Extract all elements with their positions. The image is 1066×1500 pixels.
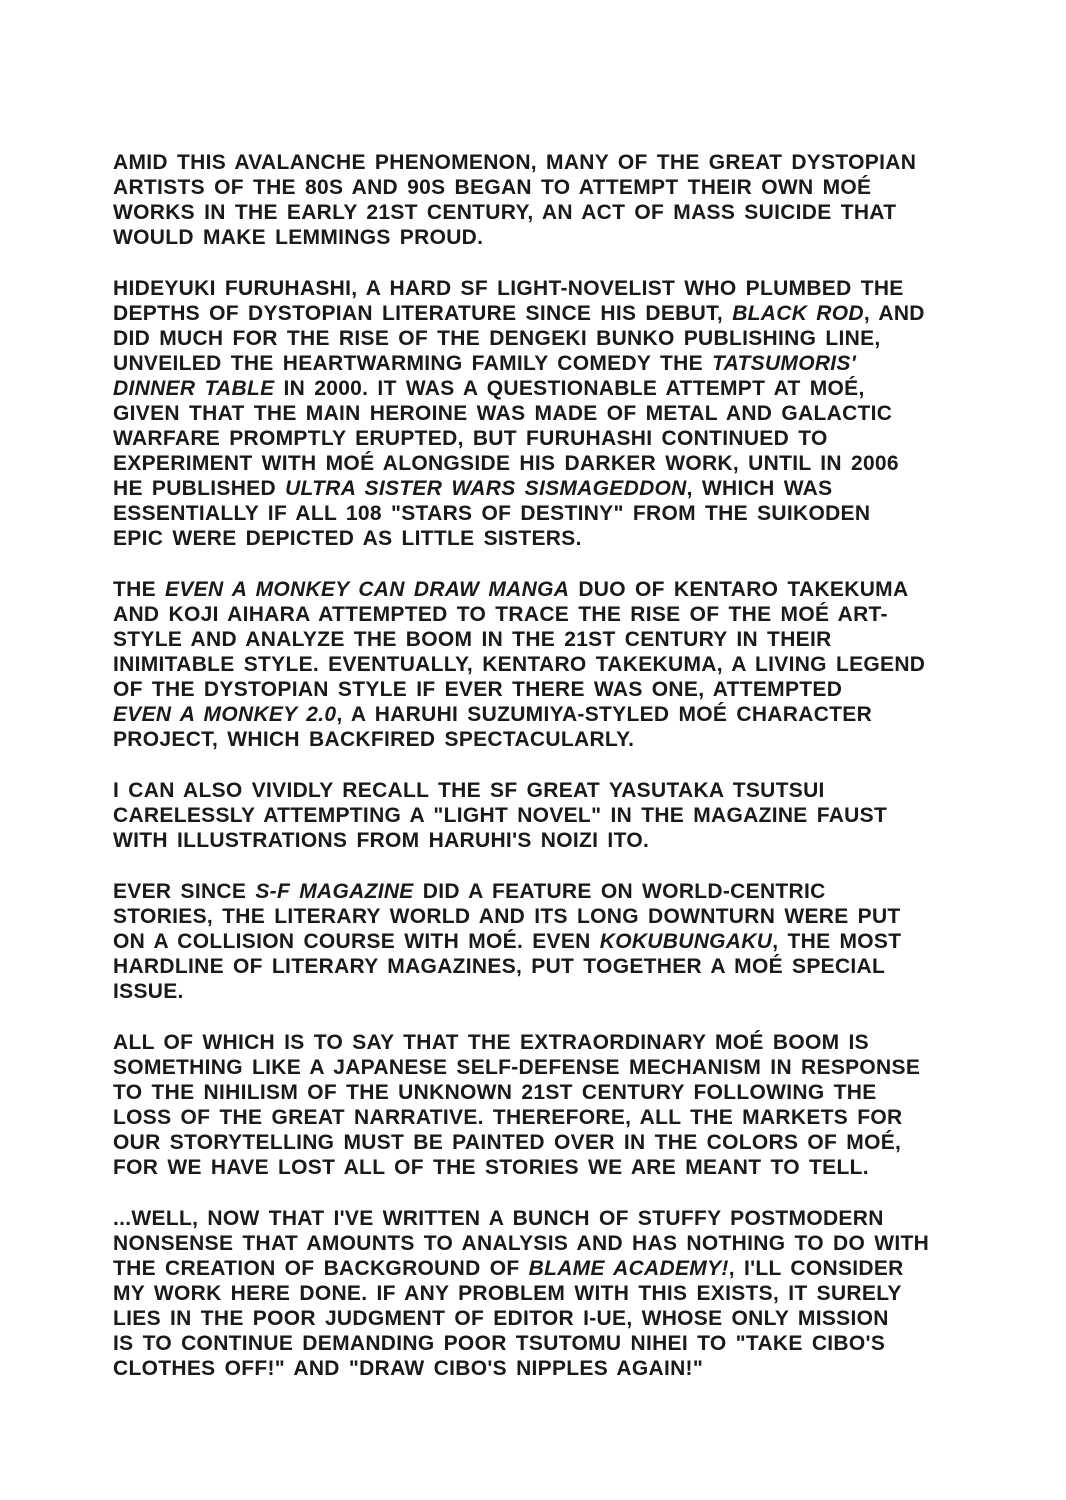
italic-title-text: DINNER TABLE	[113, 377, 275, 400]
text-line	[113, 1256, 958, 1281]
body-text: WORKS IN THE EARLY 21ST CENTURY, AN ACT OF MASS SUICIDE THAT	[113, 201, 897, 224]
body-text: GIVEN THAT THE MAIN HEROINE WAS MADE OF METAL AND GALACTIC	[113, 402, 893, 425]
italic-title-text: BLAME ACADEMY!	[528, 1257, 729, 1280]
italic-title-text: KOKUBUNGAKU	[599, 930, 773, 953]
body-text: AND KOJI AIHARA ATTEMPTED TO TRACE THE RISE OF THE MOÉ ART-	[113, 603, 888, 626]
body-text: HIDEYUKI FURUHASHI, A HARD SF LIGHT-NOVELIST WHO PLUMBED THE	[113, 277, 904, 300]
italic-title-text: ULTRA SISTER WARS SISMAGEDDON	[285, 477, 687, 500]
text-line	[113, 150, 958, 175]
body-text: , AND	[863, 302, 925, 325]
body-text: OF THE DYSTOPIAN STYLE IF EVER THERE WAS ONE, ATTEMPTED	[113, 678, 843, 701]
text-line	[113, 803, 958, 828]
paragraph	[113, 276, 958, 551]
text-line	[113, 577, 958, 602]
text-line	[113, 778, 958, 803]
text-line	[113, 652, 958, 677]
text-line	[113, 476, 958, 501]
italic-title-text: EVEN A MONKEY CAN DRAW MANGA	[165, 578, 570, 601]
paragraph	[113, 1206, 958, 1381]
paragraph	[113, 577, 958, 752]
text-line	[113, 904, 958, 929]
body-text: STORIES, THE LITERARY WORLD AND ITS LONG DOWNTURN WERE PUT	[113, 905, 901, 928]
body-text: PROJECT, WHICH BACKFIRED SPECTACULARLY.	[113, 728, 635, 751]
text-line	[113, 627, 958, 652]
text-line	[113, 1231, 958, 1256]
text-line	[113, 702, 958, 727]
body-text: , THE MOST	[772, 930, 902, 953]
body-text: LOSS OF THE GREAT NARRATIVE. THEREFORE, ALL THE MARKETS FOR	[113, 1106, 903, 1129]
text-line	[113, 326, 958, 351]
text-line	[113, 1206, 958, 1231]
text-line	[113, 727, 958, 752]
body-text: WOULD MAKE LEMMINGS PROUD.	[113, 226, 484, 249]
body-text: I CAN ALSO VIVIDLY RECALL THE SF GREAT YASUTAKA TSUTSUI	[113, 779, 825, 802]
paragraph	[113, 150, 958, 250]
text-line	[113, 1356, 958, 1381]
text-line	[113, 879, 958, 904]
text-line	[113, 225, 958, 250]
text-line	[113, 929, 958, 954]
body-text: MY WORK HERE DONE. IF ANY PROBLEM WITH THIS EXISTS, IT SURELY	[113, 1282, 902, 1305]
paragraph	[113, 879, 958, 1004]
text-line	[113, 501, 958, 526]
body-text: ON A COLLISION COURSE WITH MOÉ. EVEN	[113, 930, 600, 953]
text-line	[113, 1155, 958, 1180]
text-line	[113, 276, 958, 301]
body-text: UNVEILED THE HEARTWARMING FAMILY COMEDY THE	[113, 352, 713, 375]
body-text: TO THE NIHILISM OF THE UNKNOWN 21ST CENTURY FOLLOWING THE	[113, 1081, 877, 1104]
text-line	[113, 602, 958, 627]
text-line	[113, 1331, 958, 1356]
body-text: IS TO CONTINUE DEMANDING POOR TSUTOMU NIHEI TO "TAKE CIBO'S	[113, 1332, 886, 1355]
body-text: DEPTHS OF DYSTOPIAN LITERATURE SINCE HIS DEBUT,	[113, 302, 733, 325]
body-text: EXPERIMENT WITH MOÉ ALONGSIDE HIS DARKER WORK, UNTIL IN 2006	[113, 452, 899, 475]
body-text: HARDLINE OF LITERARY MAGAZINES, PUT TOGETHER A MOÉ SPECIAL	[113, 955, 886, 978]
body-text: EPIC WERE DEPICTED AS LITTLE SISTERS.	[113, 527, 582, 550]
body-text: ISSUE.	[113, 980, 184, 1003]
body-text: WARFARE PROMPTLY ERUPTED, BUT FURUHASHI CONTINUED TO	[113, 427, 828, 450]
body-text: ESSENTIALLY IF ALL 108 "STARS OF DESTINY" FROM THE SUIKODEN	[113, 502, 871, 525]
body-text: EVER SINCE	[113, 880, 256, 903]
body-text: NONSENSE THAT AMOUNTS TO ANALYSIS AND HAS NOTHING TO DO WITH	[113, 1232, 930, 1255]
text-block	[113, 150, 958, 1381]
italic-title-text: S-F MAGAZINE	[255, 880, 414, 903]
body-text: , A HARUHI SUZUMIYA-STYLED MOÉ CHARACTER	[336, 703, 873, 726]
body-text: IN 2000. IT WAS A QUESTIONABLE ATTEMPT AT MOÉ,	[274, 377, 865, 400]
body-text: HE PUBLISHED	[113, 477, 286, 500]
text-line	[113, 1281, 958, 1306]
body-text: DID A FEATURE ON WORLD-CENTRIC	[413, 880, 826, 903]
text-line	[113, 526, 958, 551]
body-text: THE CREATION OF BACKGROUND OF	[113, 1257, 529, 1280]
body-text: OUR STORYTELLING MUST BE PAINTED OVER IN THE COLORS OF MOÉ,	[113, 1131, 902, 1154]
body-text: , WHICH WAS	[686, 477, 833, 500]
text-line	[113, 376, 958, 401]
body-text: AMID THIS AVALANCHE PHENOMENON, MANY OF THE GREAT DYSTOPIAN	[113, 151, 917, 174]
text-line	[113, 979, 958, 1004]
italic-title-text: BLACK ROD	[732, 302, 864, 325]
text-line	[113, 426, 958, 451]
body-text: SOMETHING LIKE A JAPANESE SELF-DEFENSE MECHANISM IN RESPONSE	[113, 1056, 921, 1079]
text-line	[113, 1306, 958, 1331]
text-line	[113, 1105, 958, 1130]
body-text: CLOTHES OFF!" AND "DRAW CIBO'S NIPPLES AGAIN!"	[113, 1357, 704, 1380]
body-text: DID MUCH FOR THE RISE OF THE DENGEKI BUNKO PUBLISHING LINE,	[113, 327, 881, 350]
body-text: FOR WE HAVE LOST ALL OF THE STORIES WE ARE MEANT TO TELL.	[113, 1156, 869, 1179]
body-text: WITH ILLUSTRATIONS FROM HARUHI'S NOIZI ITO.	[113, 829, 650, 852]
text-line	[113, 1130, 958, 1155]
body-text: ALL OF WHICH IS TO SAY THAT THE EXTRAORDINARY MOÉ BOOM IS	[113, 1031, 869, 1054]
body-text: ARTISTS OF THE 80S AND 90S BEGAN TO ATTEMPT THEIR OWN MOÉ	[113, 176, 872, 199]
text-line	[113, 200, 958, 225]
text-line	[113, 677, 958, 702]
text-line	[113, 351, 958, 376]
body-text: INIMITABLE STYLE. EVENTUALLY, KENTARO TAKEKUMA, A LIVING LEGEND	[113, 653, 926, 676]
italic-title-text: EVEN A MONKEY 2.0	[113, 703, 337, 726]
text-line	[113, 1030, 958, 1055]
body-text: , I'LL CONSIDER	[728, 1257, 904, 1280]
text-line	[113, 301, 958, 326]
text-line	[113, 828, 958, 853]
paragraph	[113, 778, 958, 853]
body-text: STYLE AND ANALYZE THE BOOM IN THE 21ST CENTURY IN THEIR	[113, 628, 832, 651]
body-text: CARELESSLY ATTEMPTING A "LIGHT NOVEL" IN THE MAGAZINE FAUST	[113, 804, 888, 827]
italic-title-text: TATSUMORIS'	[712, 352, 857, 375]
text-line	[113, 1055, 958, 1080]
text-line	[113, 451, 958, 476]
body-text: LIES IN THE POOR JUDGMENT OF EDITOR I-UE, WHOSE ONLY MISSION	[113, 1307, 889, 1330]
body-text: ...WELL, NOW THAT I'VE WRITTEN A BUNCH OF STUFFY POSTMODERN	[113, 1207, 884, 1230]
text-line	[113, 1080, 958, 1105]
paragraph	[113, 1030, 958, 1180]
body-text: THE	[113, 578, 166, 601]
text-line	[113, 401, 958, 426]
text-line	[113, 175, 958, 200]
text-line	[113, 954, 958, 979]
body-text: DUO OF KENTARO TAKEKUMA	[569, 578, 909, 601]
